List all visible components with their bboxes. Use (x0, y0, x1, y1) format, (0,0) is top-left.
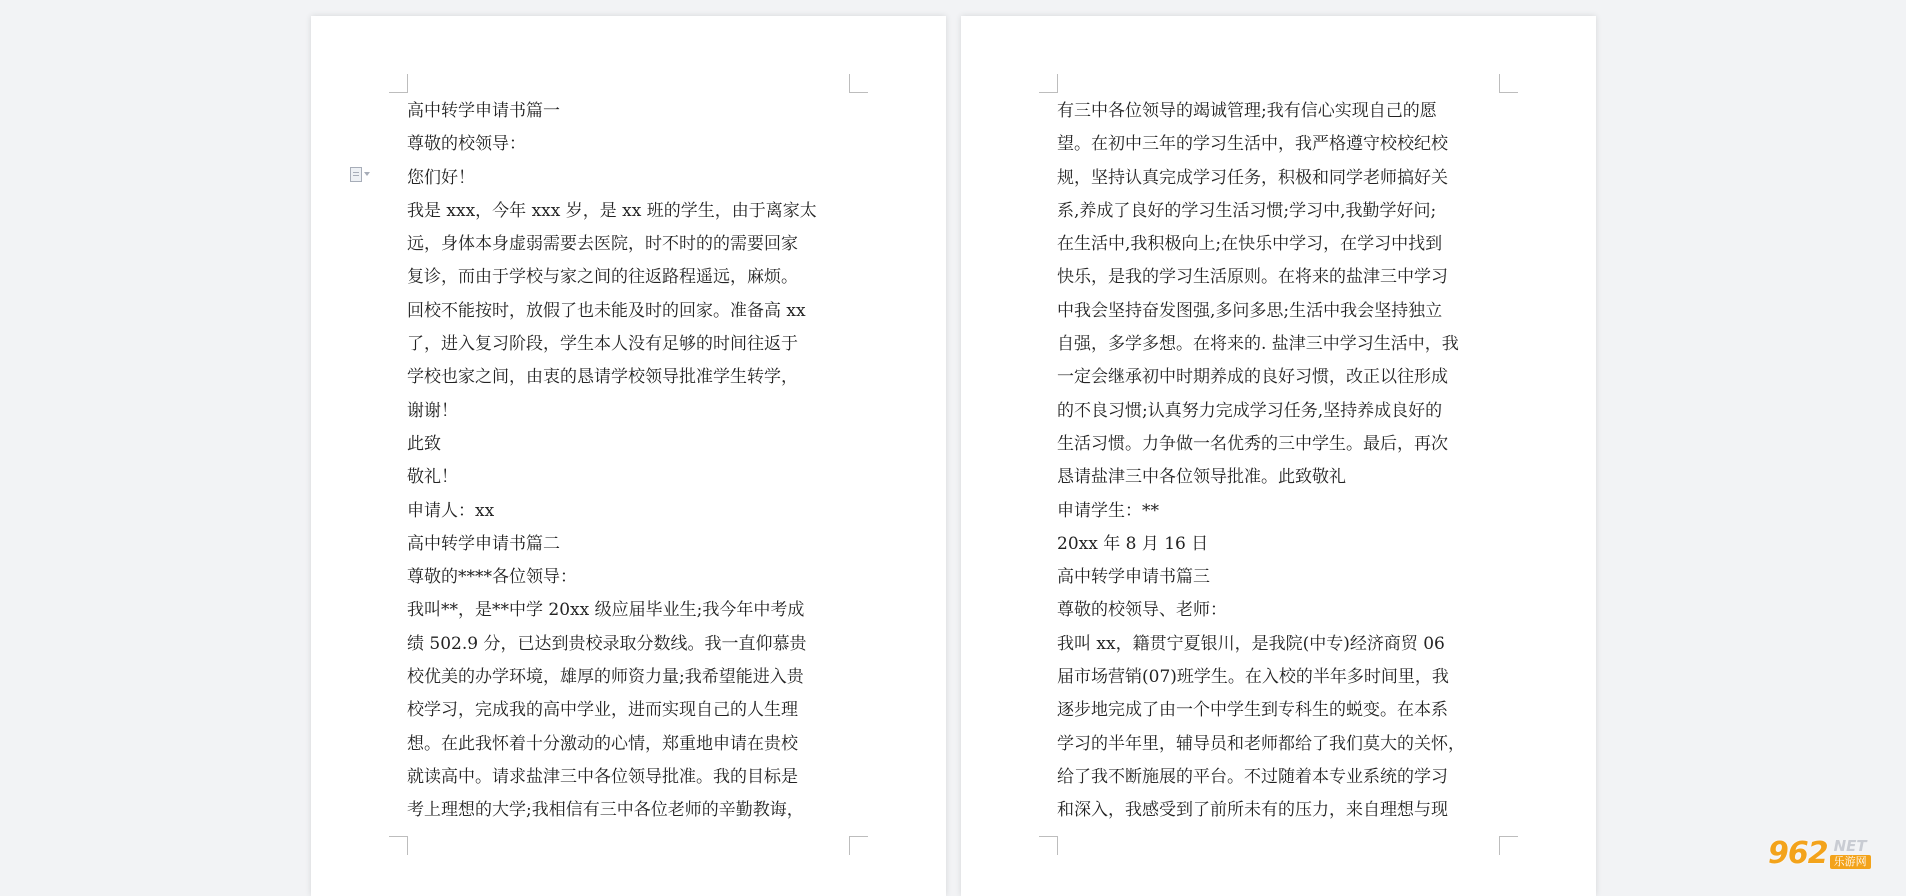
text-line: 有三中各位领导的竭诚管理;我有信心实现自己的愿 (1057, 101, 1437, 121)
document-page-right (961, 16, 1596, 896)
margin-corner-bottom-right (849, 836, 868, 855)
caret-down-icon (364, 172, 370, 176)
text-line: 考上理想的大学;我相信有三中各位老师的辛勤教诲， (407, 800, 804, 821)
text-line: 申请人：xx (407, 500, 495, 521)
text-line: 谢谢！ (407, 400, 458, 421)
document-page-left (311, 16, 946, 896)
page-text-left[interactable] (407, 95, 850, 828)
text-line: 校学习，完成我的高中学业，进而实现自己的人生理 (407, 700, 798, 721)
sheet-icon (350, 167, 362, 182)
text-line: 自强，多学多想。在将来的. 盐津三中学习生活中，我 (1057, 334, 1459, 355)
text-line: 高中转学申请书篇三 (1057, 567, 1210, 588)
margin-corner-top-left (1039, 74, 1058, 93)
text-line: 逐步地完成了由一个中学生到专科生的蜕变。在本系 (1057, 700, 1448, 721)
text-line: 尊敬的校领导： (407, 134, 526, 155)
text-line: 想。在此我怀着十分激动的心情，郑重地申请在贵校 (407, 733, 798, 754)
text-line: 望。在初中三年的学习生活中，我严格遵守校校纪校 (1057, 134, 1448, 155)
text-line: 中我会坚持奋发图强,多问多思;生活中我会坚持独立 (1057, 300, 1443, 321)
text-line: 恳请盐津三中各位领导批准。此致敬礼 (1057, 467, 1346, 488)
text-line: 系,养成了良好的学习生活习惯;学习中,我勤学好问; (1057, 200, 1437, 221)
text-line: 尊敬的校领导、老师： (1057, 600, 1227, 621)
watermark-net: NET (1833, 837, 1867, 855)
text-line: 在生活中,我积极向上;在快乐中学习，在学习中找到 (1057, 234, 1443, 255)
text-line: 高中转学申请书篇二 (407, 533, 560, 554)
text-line: 复诊，而由于学校与家之间的往返路程遥远，麻烦。 (407, 267, 798, 288)
text-line: 我叫 xx，籍贯宁夏银川，是我院(中专)经济商贸 06 (1057, 633, 1445, 654)
text-line: 敬礼！ (407, 467, 458, 488)
text-line: 和深入，我感受到了前所未有的压力，来自理想与现 (1057, 800, 1448, 821)
text-line: 届市场营销(07)班学生。在入校的半年多时间里，我 (1057, 667, 1449, 688)
text-line: 高中转学申请书篇一 (407, 101, 560, 121)
site-watermark (1768, 832, 1900, 874)
text-line: 校优美的办学环境，雄厚的师资力量;我希望能进入贵 (407, 667, 804, 688)
text-line: 学习的半年里，辅导员和老师都给了我们莫大的关怀， (1057, 733, 1465, 754)
text-line: 了，进入复习阶段，学生本人没有足够的时间往返于 (407, 334, 798, 355)
text-line: 尊敬的****各位领导： (407, 567, 577, 588)
text-line: 快乐，是我的学习生活原则。在将来的盐津三中学习 (1057, 267, 1448, 288)
margin-corner-top-right (849, 74, 868, 93)
text-line: 给了我不断施展的平台。不过随着本专业系统的学习 (1057, 766, 1448, 787)
text-line: 此致 (407, 433, 441, 454)
text-line: 的不良习惯;认真努力完成学习任务,坚持养成良好的 (1057, 400, 1443, 421)
text-line: 就读高中。请求盐津三中各位领导批准。我的目标是 (407, 766, 798, 787)
text-line: 学校也家之间，由衷的恳请学校领导批准学生转学， (407, 367, 798, 388)
document-paragraph-icon[interactable] (350, 166, 376, 182)
text-line: 您们好！ (407, 167, 475, 188)
text-line: 生活习惯。力争做一名优秀的三中学生。最后，再次 (1057, 433, 1448, 454)
text-line: 规，坚持认真完成学习任务，积极和同学老师搞好关 (1057, 167, 1448, 188)
text-line: 20xx 年 8 月 16 日 (1057, 533, 1209, 554)
margin-corner-bottom-right (1499, 836, 1518, 855)
watermark-logo: 962 (1768, 835, 1828, 871)
margin-corner-bottom-left (389, 836, 408, 855)
text-line: 申请学生：** (1057, 500, 1159, 521)
page-text-right[interactable] (1057, 95, 1500, 828)
text-line: 一定会继承初中时期养成的良好习惯，改正以往形成 (1057, 367, 1448, 388)
text-line: 远，身体本身虚弱需要去医院，时不时的的需要回家 (407, 234, 798, 255)
text-line: 回校不能按时，放假了也未能及时的回家。准备高 xx (407, 300, 806, 321)
watermark-cn: 乐游网 (1830, 855, 1871, 869)
margin-corner-top-right (1499, 74, 1518, 93)
watermark-side (1830, 837, 1871, 869)
margin-corner-bottom-left (1039, 836, 1058, 855)
text-line: 我叫**，是**中学 20xx 级应届毕业生;我今年中考成 (407, 600, 805, 621)
margin-corner-top-left (389, 74, 408, 93)
text-line: 绩 502.9 分，已达到贵校录取分数线。我一直仰慕贵 (407, 633, 807, 654)
text-line: 我是 xxx，今年 xxx 岁，是 xx 班的学生，由于离家太 (407, 200, 817, 221)
